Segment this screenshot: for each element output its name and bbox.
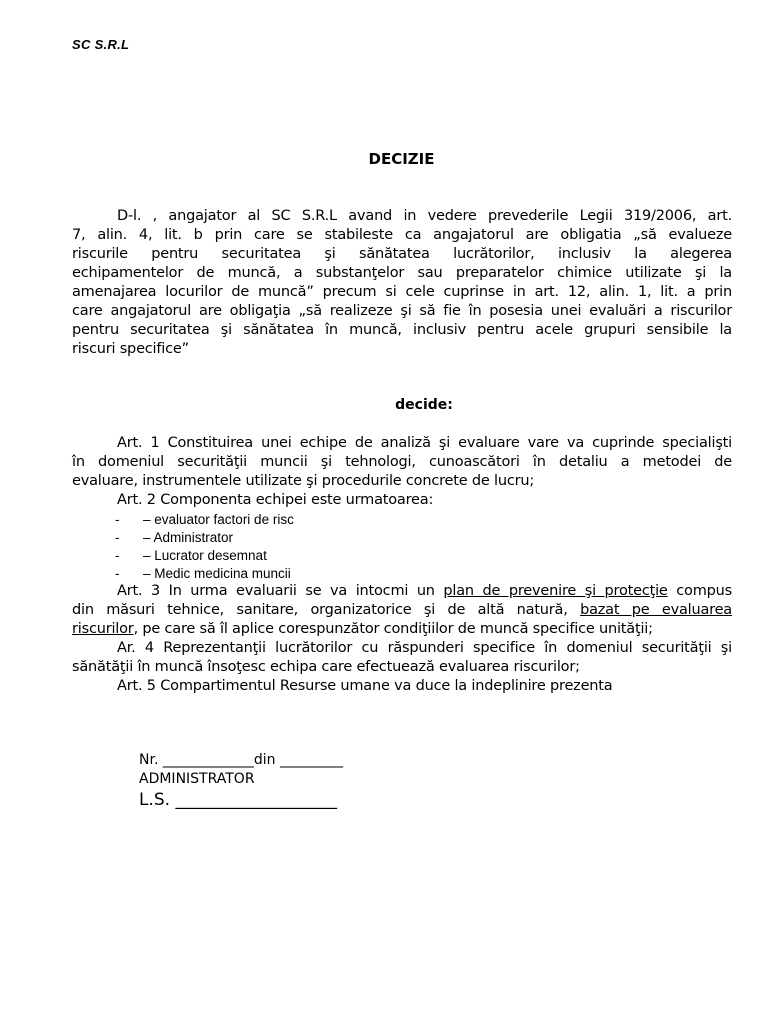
list-item	[115, 529, 294, 547]
article-3-text: din măsuri tehnice, sanitare, organizatorice şi de altă natură,	[72, 602, 581, 618]
articles-3-5	[72, 582, 732, 696]
bullet-dash: -	[115, 512, 120, 527]
bullet-dash: -	[115, 548, 120, 563]
article-3-text: compus	[667, 583, 732, 599]
preamble-line: riscurile pentru securitatea şi sănătatea lucrătorilor, inclusiv la alegerea	[72, 246, 732, 262]
team-member: – Lucrator desemnat	[143, 548, 267, 563]
article-1-line: în domeniul securităţii muncii şi tehnologi, cunoascători în detaliu a metodei de	[72, 454, 732, 470]
administrator-label: ADMINISTRATOR	[139, 771, 255, 787]
article-3-line	[72, 601, 732, 620]
registration-number-line: Nr. _____________din _________	[139, 752, 343, 768]
plan-underlined: plan de prevenire şi protecţie	[443, 583, 668, 599]
article-3-line	[72, 582, 732, 601]
decide-heading: decide:	[395, 397, 453, 413]
list-item	[115, 547, 294, 565]
team-member: – evaluator factori de risc	[143, 512, 294, 527]
article-1	[72, 434, 732, 510]
preamble-line: 7, alin. 4, lit. b prin care se stabileste ca angajatorul are obligatia „să evalueze	[72, 227, 732, 243]
company-name: SC S.R.L	[72, 37, 130, 52]
preamble-line: care angajatorul are obligaţia „să realizeze şi să fie în posesia unei evaluări a riscurilor	[72, 303, 732, 319]
team-member: – Medic medicina muncii	[143, 566, 291, 581]
bullet-dash: -	[115, 530, 120, 545]
list-item	[115, 565, 294, 583]
article-2: Art. 2 Componenta echipei este urmatoarea:	[117, 492, 434, 508]
preamble-line: pentru securitatea şi sănătatea în muncă, inclusiv pentru acele grupuri sensibile la	[72, 322, 732, 338]
article-4-line: sănătăţii în muncă însoţesc echipa care efectuează evaluarea riscurilor;	[72, 659, 580, 675]
document-title: DECIZIE	[368, 150, 435, 168]
evaluation-underlined: bazat pe evaluarea	[580, 602, 732, 618]
preamble-line: D-l. , angajator al SC S.R.L avand in vedere prevederile Legii 319/2006, art.	[117, 208, 732, 224]
article-3-text: , pe care să îl aplice corespunzător condiţiilor de muncă specifice unităţii;	[133, 621, 653, 637]
preamble-line: amenajarea locurilor de muncă” precum si cele cuprinse in art. 12, alin. 1, lit. a prin	[72, 284, 732, 300]
article-3-line	[72, 620, 732, 639]
article-4-line: Ar. 4 Reprezentanţii lucrătorilor cu răspunderi specifice în domeniul securităţii şi	[117, 640, 732, 656]
seal-signature-line: L.S. ___________________	[139, 790, 337, 810]
bullet-dash: -	[115, 566, 120, 581]
preamble-line: riscuri specifice”	[72, 341, 189, 357]
article-1-line: Art. 1 Constituirea unei echipe de analiză şi evaluare vare va cuprinde specialişti	[117, 435, 732, 451]
article-1-line: evaluare, instrumentele utilizate şi procedurile concrete de lucru;	[72, 473, 535, 489]
list-item	[115, 511, 294, 529]
risks-underlined: riscurilor	[72, 621, 134, 637]
article-3-text: Art. 3 In urma evaluarii se va intocmi un	[117, 583, 444, 599]
team-list	[115, 511, 294, 583]
article-5: Art. 5 Compartimentul Resurse umane va duce la indeplinire prezenta	[117, 678, 613, 694]
team-member: – Administrator	[143, 530, 234, 545]
preamble-paragraph	[72, 207, 732, 359]
preamble-line: echipamentelor de muncă, a substanţelor sau preparatelor chimice utilizate şi la	[72, 265, 732, 281]
